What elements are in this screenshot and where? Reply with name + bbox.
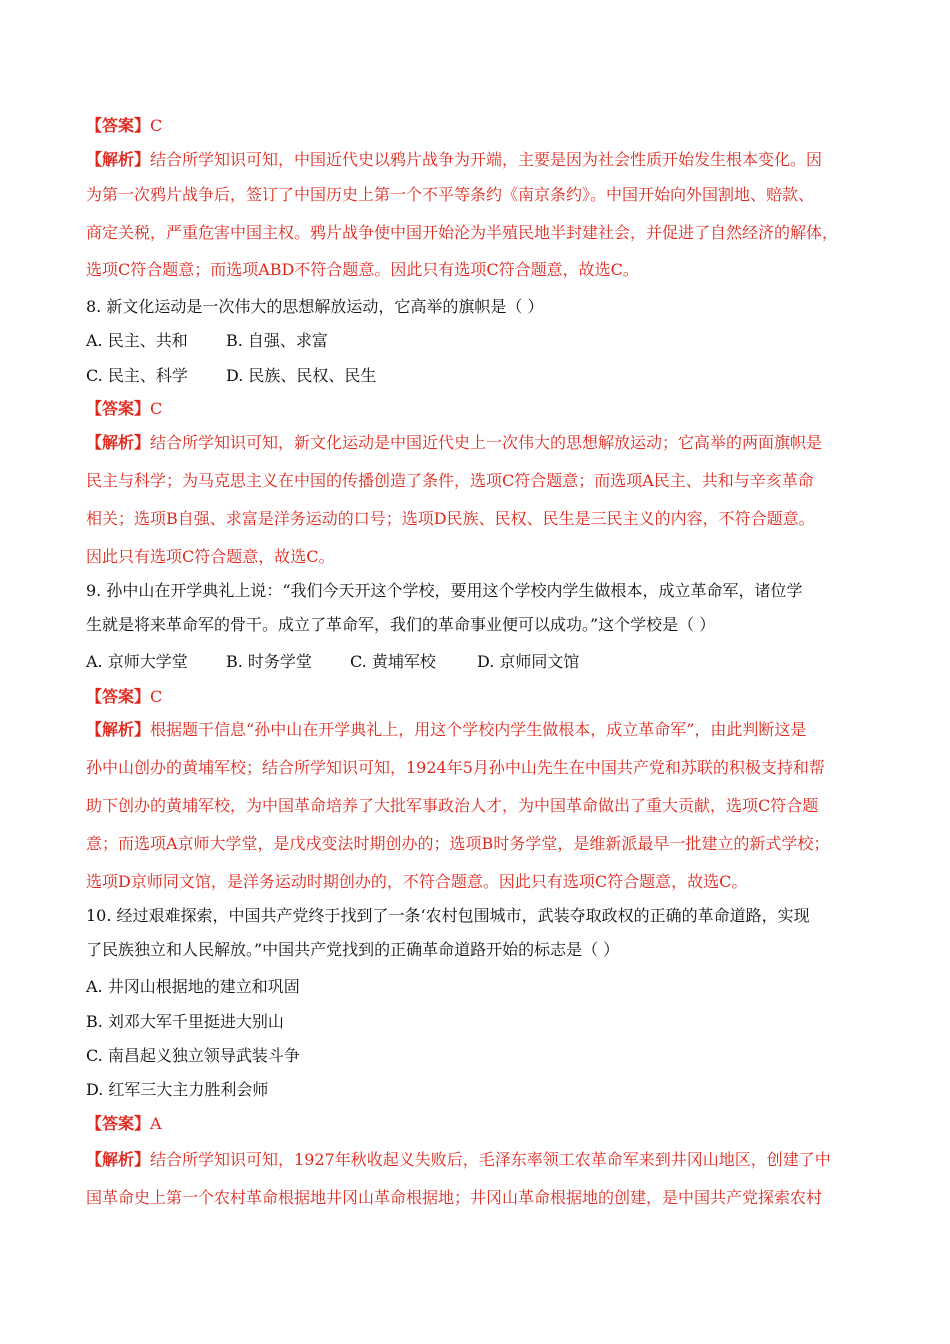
analysis-text: 根据题干信息“孙中山在开学典礼上，用这个学校内学生做根本，成立革命军”，由此判断这是 xyxy=(150,720,807,739)
analysis-line xyxy=(86,1149,876,1171)
analysis-line xyxy=(86,432,876,454)
answer-value: C xyxy=(150,399,163,418)
options-row xyxy=(86,976,876,998)
question-text: 生就是将来革命军的骨干。成立了革命军，我们的革命事业便可以成功。”这个学校是（ ） xyxy=(86,615,716,634)
analysis-text: 民主与科学；为马克思主义在中国的传播创造了条件，选项C符合题意；而选项A民主、共和与辛亥革命 xyxy=(86,471,814,490)
analysis-tag: 【解析】 xyxy=(86,720,151,739)
analysis-line xyxy=(86,833,876,855)
analysis-text: 相关；选项B自强、求富是洋务运动的口号；选项D民族、民权、民生是三民主义的内容，不符合题意。 xyxy=(86,509,815,528)
options-row xyxy=(86,330,876,352)
answer-tag: 【答案】 xyxy=(86,1114,151,1133)
option-choice: D. 民族、民权、民生 xyxy=(226,366,377,385)
analysis-line xyxy=(86,757,876,779)
analysis-text: 选项D京师同文馆，是洋务运动时期创办的，不符合题意。因此只有选项C符合题意，故选C。 xyxy=(86,872,748,891)
answer-tag: 【答案】 xyxy=(86,687,151,706)
options-row xyxy=(86,651,876,673)
analysis-line xyxy=(86,508,876,530)
analysis-line xyxy=(86,546,876,568)
option-choice: B. 时务学堂 xyxy=(226,652,312,671)
question-stem xyxy=(86,580,876,602)
options-row xyxy=(86,1079,876,1101)
question-stem xyxy=(86,939,876,961)
answer-line xyxy=(86,115,876,137)
option-choice: D. 红军三大主力胜利会师 xyxy=(86,1080,269,1099)
analysis-text: 国革命史上第一个农村革命根据地井冈山革命根据地；井冈山革命根据地的创建，是中国共产党探索农村 xyxy=(86,1188,823,1207)
analysis-text: 结合所学知识可知，新文化运动是中国近代史上一次伟大的思想解放运动；它高举的两面旗帜是 xyxy=(150,433,823,452)
answer-value: C xyxy=(150,116,163,135)
answer-value: C xyxy=(150,687,163,706)
analysis-line xyxy=(86,1187,876,1209)
analysis-line xyxy=(86,795,876,817)
analysis-line xyxy=(86,222,876,244)
option-choice: C. 黄埔军校 xyxy=(350,652,436,671)
analysis-text: 意；而选项A京师大学堂，是戊戌变法时期创办的；选项B时务学堂，是维新派最早一批建立的新式学校； xyxy=(86,834,830,853)
options-row xyxy=(86,1011,876,1033)
analysis-text: 选项C符合题意；而选项ABD不符合题意。因此只有选项C符合题意，故选C。 xyxy=(86,260,639,279)
answer-line xyxy=(86,686,876,708)
option-choice: A. 京师大学堂 xyxy=(86,652,188,671)
question-stem xyxy=(86,296,876,318)
analysis-text: 结合所学知识可知，中国近代史以鸦片战争为开端，主要是因为社会性质开始发生根本变化。因 xyxy=(150,150,823,169)
question-stem xyxy=(86,905,876,927)
option-choice: C. 民主、科学 xyxy=(86,366,188,385)
analysis-tag: 【解析】 xyxy=(86,433,151,452)
question-text: 了民族独立和人民解放。”中国共产党找到的正确革命道路开始的标志是（ ） xyxy=(86,940,620,959)
question-text: 9. 孙中山在开学典礼上说：“我们今天开这个学校，要用这个学校内学生做根本，成立革命军，诸位学 xyxy=(86,581,803,600)
answer-value: A xyxy=(150,1114,162,1133)
analysis-line xyxy=(86,719,876,741)
analysis-tag: 【解析】 xyxy=(86,150,151,169)
question-stem xyxy=(86,614,876,636)
options-row xyxy=(86,365,876,387)
analysis-line xyxy=(86,259,876,281)
option-choice: C. 南昌起义独立领导武装斗争 xyxy=(86,1046,300,1065)
options-row xyxy=(86,1045,876,1067)
option-choice: D. 京师同文馆 xyxy=(477,652,580,671)
answer-tag: 【答案】 xyxy=(86,116,151,135)
analysis-text: 为第一次鸦片战争后，签订了中国历史上第一个不平等条约《南京条约》。中国开始向外国割地、赔款、 xyxy=(86,185,815,204)
analysis-line xyxy=(86,470,876,492)
analysis-text: 结合所学知识可知，1927年秋收起义失败后，毛泽东率领工农革命军来到井冈山地区，创建了中 xyxy=(150,1150,831,1169)
option-choice: B. 自强、求富 xyxy=(226,331,328,350)
answer-line xyxy=(86,398,876,420)
analysis-line xyxy=(86,149,876,171)
analysis-tag: 【解析】 xyxy=(86,1150,151,1169)
question-text: 8. 新文化运动是一次伟大的思想解放运动，它高举的旗帜是（ ） xyxy=(86,297,544,316)
analysis-text: 因此只有选项C符合题意，故选C。 xyxy=(86,547,335,566)
option-choice: A. 井冈山根据地的建立和巩固 xyxy=(86,977,300,996)
analysis-text: 助下创办的黄埔军校，为中国革命培养了大批军事政治人才，为中国革命做出了重大贡献，选项C符合题 xyxy=(86,796,819,815)
question-text: 10. 经过艰难探索，中国共产党终于找到了一条‘农村包围城市，武装夺取政权的正确的革命道路，实现 xyxy=(86,906,810,925)
option-choice: B. 刘邓大军千里挺进大别山 xyxy=(86,1012,284,1031)
analysis-text: 孙中山创办的黄埔军校；结合所学知识可知，1924年5月孙中山先生在中国共产党和苏联的积极支持和帮 xyxy=(86,758,825,777)
option-choice: A. 民主、共和 xyxy=(86,331,188,350)
analysis-line xyxy=(86,871,876,893)
answer-tag: 【答案】 xyxy=(86,399,151,418)
answer-line xyxy=(86,1113,876,1135)
analysis-line xyxy=(86,184,876,206)
analysis-text: 商定关税，严重危害中国主权。鸦片战争使中国开始沦为半殖民地半封建社会，并促进了自然经济的解体， xyxy=(86,223,839,242)
